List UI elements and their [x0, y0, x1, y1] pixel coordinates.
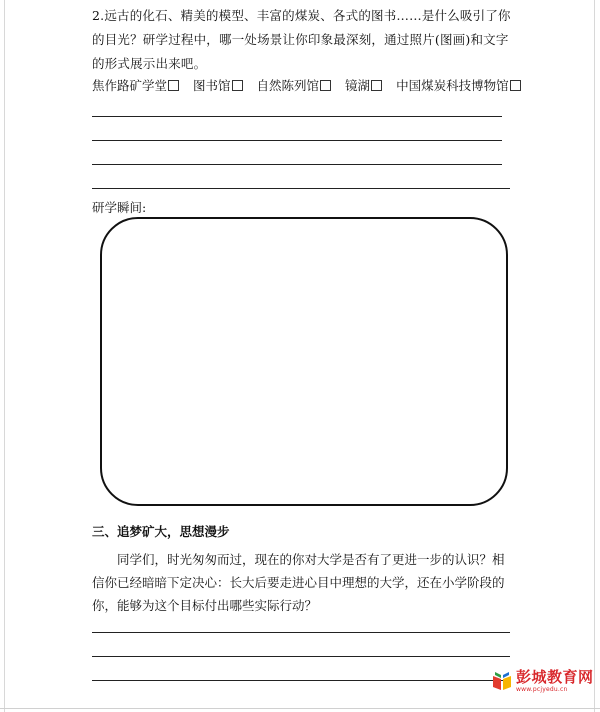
option-mining-school[interactable]: 焦作路矿学堂 — [92, 76, 179, 94]
answer-line[interactable] — [92, 116, 502, 117]
checkbox[interactable] — [510, 80, 521, 91]
page-edge-left — [4, 0, 5, 712]
page-edge-bottom — [0, 708, 600, 709]
section-3-heading: 三、追梦矿大，思想漫步 — [92, 524, 230, 539]
checkbox[interactable] — [320, 80, 331, 91]
answer-line[interactable] — [92, 632, 510, 633]
location-options — [92, 76, 522, 94]
watermark-name: 彭城教育网 — [516, 667, 594, 686]
photo-frame[interactable] — [100, 217, 508, 506]
watermark-url: www.pcjyedu.cn — [516, 685, 568, 693]
section-3-paragraph: 同学们，时光匆匆而过，现在的你对大学是否有了更进一步的认识？相信你已经暗暗下定决心：长大后要走进心目中理想的大学，还在小学阶段的你，能够为这个目标付出哪些实际行动？ — [92, 552, 505, 613]
answer-line[interactable] — [92, 680, 510, 681]
book-logo-icon — [491, 670, 513, 692]
option-nature-hall[interactable]: 自然陈列馆 — [257, 76, 332, 94]
option-mirror-lake[interactable]: 镜湖 — [345, 76, 382, 94]
page-edge-right — [594, 0, 595, 712]
option-coal-museum[interactable]: 中国煤炭科技博物馆 — [396, 76, 521, 94]
moment-label: 研学瞬间: — [92, 200, 147, 215]
option-library[interactable]: 图书馆 — [193, 76, 243, 94]
answer-line[interactable] — [92, 140, 502, 141]
answer-line[interactable] — [92, 656, 510, 657]
watermark-logo — [491, 668, 594, 694]
checkbox[interactable] — [232, 80, 243, 91]
checkbox[interactable] — [168, 80, 179, 91]
answer-line[interactable] — [92, 164, 502, 165]
checkbox[interactable] — [371, 80, 382, 91]
answer-line[interactable] — [92, 188, 510, 189]
question-2-text: 2.远古的化石、精美的模型、丰富的煤炭、各式的图书……是什么吸引了你的目光？研学过程中，哪一处场景让你印象最深刻，通过照片(图画)和文字的形式展示出来吧。 — [92, 8, 511, 71]
